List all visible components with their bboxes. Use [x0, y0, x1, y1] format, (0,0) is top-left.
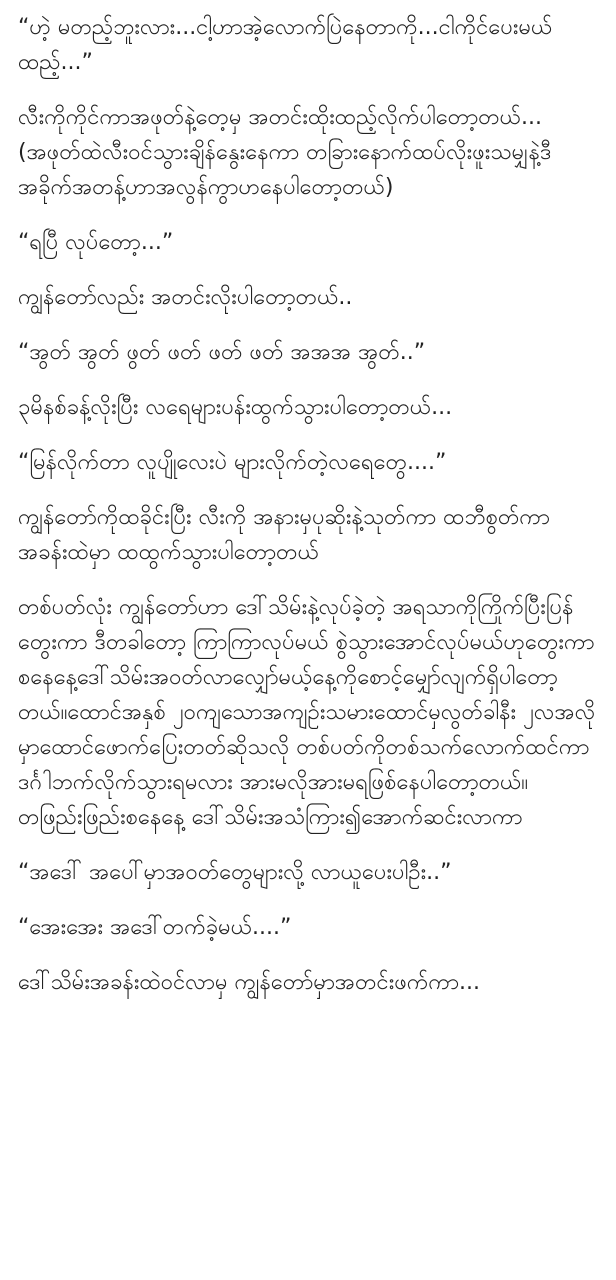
- story-paragraph-11: “အေးအေး အဒေါ်တက်ခဲ့မယ်....”: [18, 915, 292, 940]
- story-paragraph-4: ကျွန်တော်လည်း အတင်းလိုးပါတော့တယ်..: [18, 285, 353, 310]
- story-paragraph-6: ၃မိနစ်ခန့်လိုးပြီး လရေများပန်းထွက်သွားပါတော့တယ်...: [18, 395, 453, 420]
- story-paragraph-10: “အဒေါ် အပေါ်မှာအဝတ်တွေများလို့ လာယူပေးပါဦး..”: [18, 860, 452, 885]
- story-paragraph-2: လီးကိုကိုင်ကာအဖုတ်နဲ့တေ့မှ အတင်းထိုးထည့်လိုက်ပါတော့တယ်...(အဖုတ်ထဲလီးဝင်သွားချိန်နွေးနေကာ တခြားနောက်ထပ်လိုးဖူးသမျှနဲ့ဒီအခိုက်အတန့်ဟာအလွန်ကွာဟနေပါတော့တယ်): [18, 105, 552, 200]
- story-paragraph-9: တစ်ပတ်လုံး ကျွန်တော်ဟာ ဒေါ်သိမ်းနဲ့လုပ်ခဲ့တဲ့ အရသာကိုကြိုက်ပြီးပြန်တွေးကာ ဒီတခါတော့ ကြာကြာလုပ်မယ် စွဲသွားအောင်လုပ်မယ်ဟုတွေးကာ စနေနေ့ဒေါ်သိမ်းအဝတ်လာလျှော်မယ့်နေ့ကိုစောင့်မျှော်လျက်ရှိပါတော့တယ်။ထောင်အနှစ် ၂၀ကျသောအကျဉ်းသမားထောင်မှလွတ်ခါနီး ၂လအလိုမှာထောင်ဖောက်ပြေးတတ်ဆိုသလို တစ်ပတ်ကိုတစ်သက်လောက်ထင်ကာ ဒင်္ဂါဘက်လိုက်သွားရမလား အားမလိုအားမရဖြစ်နေပါတော့တယ်။ တဖြည်းဖြည်းစနေနေ့ ဒေါ်သိမ်းအသံကြား၍အောက်ဆင်းလာကာ: [18, 595, 596, 830]
- story-paragraph-5: “အွတ် အွတ် ဖွတ် ဖတ် ဖတ် ဖတ် အအအ အွတ်..”: [18, 340, 426, 365]
- story-paragraph-1: “ဟဲ့ မတည့်ဘူးလား...ငါ့ဟာအဲ့လောက်ပြဲနေတာကို...ငါကိုင်ပေးမယ် ထည့်...”: [18, 15, 553, 75]
- story-paragraph-12: ဒေါ်သိမ်းအခန်းထဲဝင်လာမှ ကျွန်တော်မှာအတင်းဖက်ကာ...: [18, 970, 480, 995]
- story-paragraph-8: ကျွန်တော်ကိုထခိုင်းပြီး လီးကို အနားမှပုဆိုးနဲ့သုတ်ကာ ထဘီစွတ်ကာအခန်းထဲမှာ ထထွက်သွားပါတော့တယ်: [18, 505, 550, 565]
- story-paragraph-3: “ရပြီ လုပ်တော့...”: [18, 230, 174, 255]
- story-paragraph-7: “မြန်လိုက်တာ လူပျိုလေးပဲ များလိုက်တဲ့လရေတွေ....”: [18, 450, 447, 475]
